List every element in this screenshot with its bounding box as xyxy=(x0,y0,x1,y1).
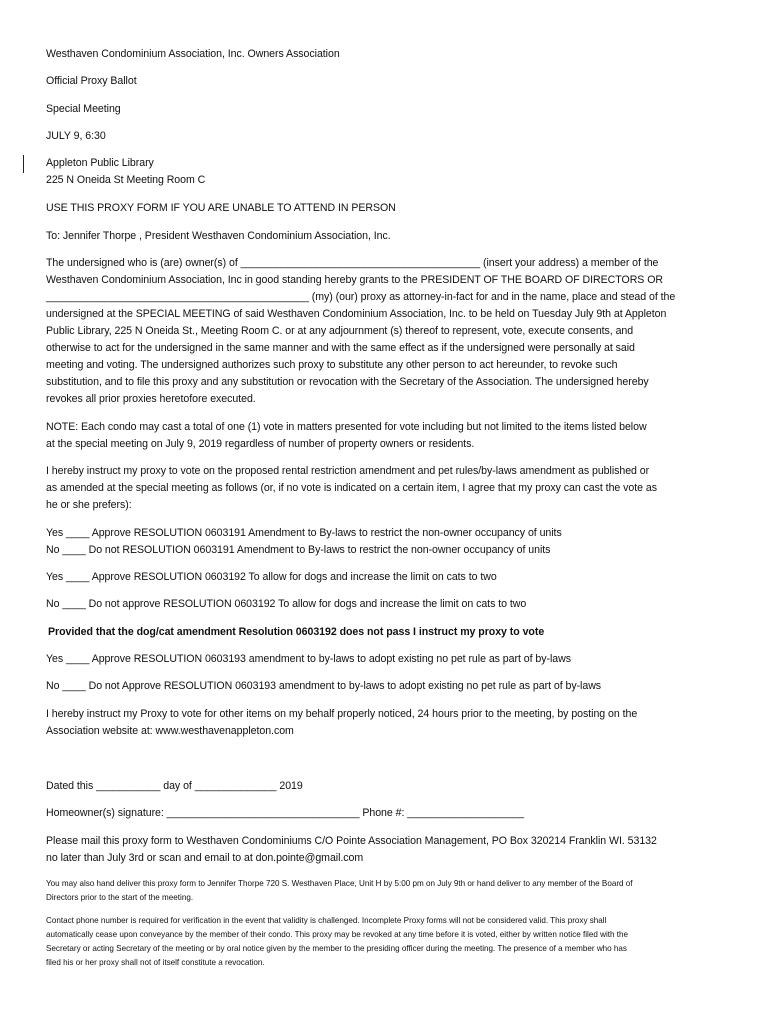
hand-deliver-line: Directors prior to the start of the meeting. xyxy=(46,893,194,902)
grant-line: The undersigned who is (are) owner(s) of _________________________________________ (insert your address) a member of the xyxy=(46,257,659,269)
grant-line: Westhaven Condominium Association, Inc in good standing hereby grants to the PRESIDENT OF THE BOARD OF DIRECTORS OR xyxy=(46,274,663,286)
instruct-line: as amended at the special meeting as follows (or, if no vote is indicated on a certain item, I agree that my proxy can cast the vote as xyxy=(46,482,657,494)
to-line: To: Jennifer Thorpe , President Westhaven Condominium Association, Inc. xyxy=(46,230,391,242)
mail-line: Please mail this proxy form to Westhaven Condominiums C/O Pointe Association Management, PO Box 320214 Franklin WI. 53132 xyxy=(46,835,657,847)
grant-line: Public Library, 225 N Oneida St., Meeting Room C. or at any adjournment (s) thereof to represent, vote, execute consents, and xyxy=(46,325,634,337)
vote-resolution-0603192-yes[interactable]: Yes ____ Approve RESOLUTION 0603192 To allow for dogs and increase the limit on cats to two xyxy=(46,571,497,583)
vote-resolution-0603191-no[interactable]: No ____ Do not RESOLUTION 0603191 Amendment to By-laws to restrict the non-owner occupancy of units xyxy=(46,544,551,556)
grant-line: revokes all prior proxies heretofore executed. xyxy=(46,393,256,405)
meeting-type: Special Meeting xyxy=(46,103,121,115)
ballot-title: Official Proxy Ballot xyxy=(46,75,137,87)
other-items-line: Association website at: www.westhavenappleton.com xyxy=(46,725,294,737)
dated-field[interactable]: Dated this ___________ day of ______________ 2019 xyxy=(46,780,303,792)
hand-deliver-line: You may also hand deliver this proxy form to Jennifer Thorpe 720 S. Westhaven Place, Unit H by 5:00 pm on July 9th or hand deliver to any member of the Board of xyxy=(46,879,633,888)
note-line: NOTE: Each condo may cast a total of one (1) vote in matters presented for vote including but not limited to the items listed below xyxy=(46,421,647,433)
venue-address: 225 N Oneida St Meeting Room C xyxy=(46,174,206,186)
grant-line: _____________________________________________ (my) (our) proxy as attorney-in-fact for and in the name, place and stead of the xyxy=(46,291,676,303)
instruct-line: I hereby instruct my proxy to vote on the proposed rental restriction amendment and pet rules/by-laws amendment as published or xyxy=(46,465,650,477)
provided-clause-heading: Provided that the dog/cat amendment Resolution 0603192 does not pass I instruct my proxy to vote xyxy=(48,626,545,638)
note-line: at the special meeting on July 9, 2019 regardless of number of property owners or residents. xyxy=(46,438,475,450)
instruct-line: he or she prefers): xyxy=(46,499,132,511)
grant-line: substitution, and to file this proxy and any substitution or revocation with the Secretary of the Association. The undersigned hereby xyxy=(46,376,649,388)
grant-line: otherwise to act for the undersigned in the same manner and with the same effect as if the undersigned were personally at said xyxy=(46,342,635,354)
org-title: Westhaven Condominium Association, Inc. Owners Association xyxy=(46,48,340,60)
instruction-heading: USE THIS PROXY FORM IF YOU ARE UNABLE TO ATTEND IN PERSON xyxy=(46,202,396,214)
grant-line: undersigned at the SPECIAL MEETING of said Westhaven Condominium Association, Inc. to be held on Tuesday July 9th at Appleton xyxy=(46,308,667,320)
meeting-date: JULY 9, 6:30 xyxy=(46,130,106,142)
contact-note-line: automatically cease upon conveyance by the member of their condo. This proxy may be revoked at any time before it is voted, either by written notice filed with the xyxy=(46,930,629,939)
other-items-line: I hereby instruct my Proxy to vote for other items on my behalf properly noticed, 24 hours prior to the meeting, by posting on the xyxy=(46,708,638,720)
contact-note-line: Secretary or acting Secretary of the meeting or by oral notice given by the member to the presiding officer during the meeting. The presence of a member who has xyxy=(46,944,627,953)
vote-resolution-0603191-yes[interactable]: Yes ____ Approve RESOLUTION 0603191 Amendment to By-laws to restrict the non-owner occupancy of units xyxy=(46,527,562,539)
vote-resolution-0603193-no[interactable]: No ____ Do not Approve RESOLUTION 0603193 amendment to by-laws to adopt existing no pet rule as part of by-laws xyxy=(46,680,602,692)
vote-resolution-0603192-no[interactable]: No ____ Do not approve RESOLUTION 0603192 To allow for dogs and increase the limit on cats to two xyxy=(46,598,527,610)
contact-note-line: Contact phone number is required for verification in the event that validity is challenged. Incomplete Proxy forms will not be considered valid. This proxy shall xyxy=(46,916,607,925)
vote-resolution-0603193-yes[interactable]: Yes ____ Approve RESOLUTION 0603193 amendment to by-laws to adopt existing no pet rule as part of by-laws xyxy=(46,653,571,665)
venue-name: Appleton Public Library xyxy=(46,157,154,169)
mail-line: no later than July 3rd or scan and email to at don.pointe@gmail.com xyxy=(46,852,364,864)
contact-note-line: filed his or her proxy shall not of itself constitute a revocation. xyxy=(46,958,265,967)
signature-phone-field[interactable]: Homeowner(s) signature: _________________________________ Phone #: ____________________ xyxy=(46,807,525,819)
text-cursor-mark xyxy=(23,155,24,173)
grant-line: meeting and voting. The undersigned authorizes such proxy to substitute any other person to act hereunder, to revoke such xyxy=(46,359,618,371)
